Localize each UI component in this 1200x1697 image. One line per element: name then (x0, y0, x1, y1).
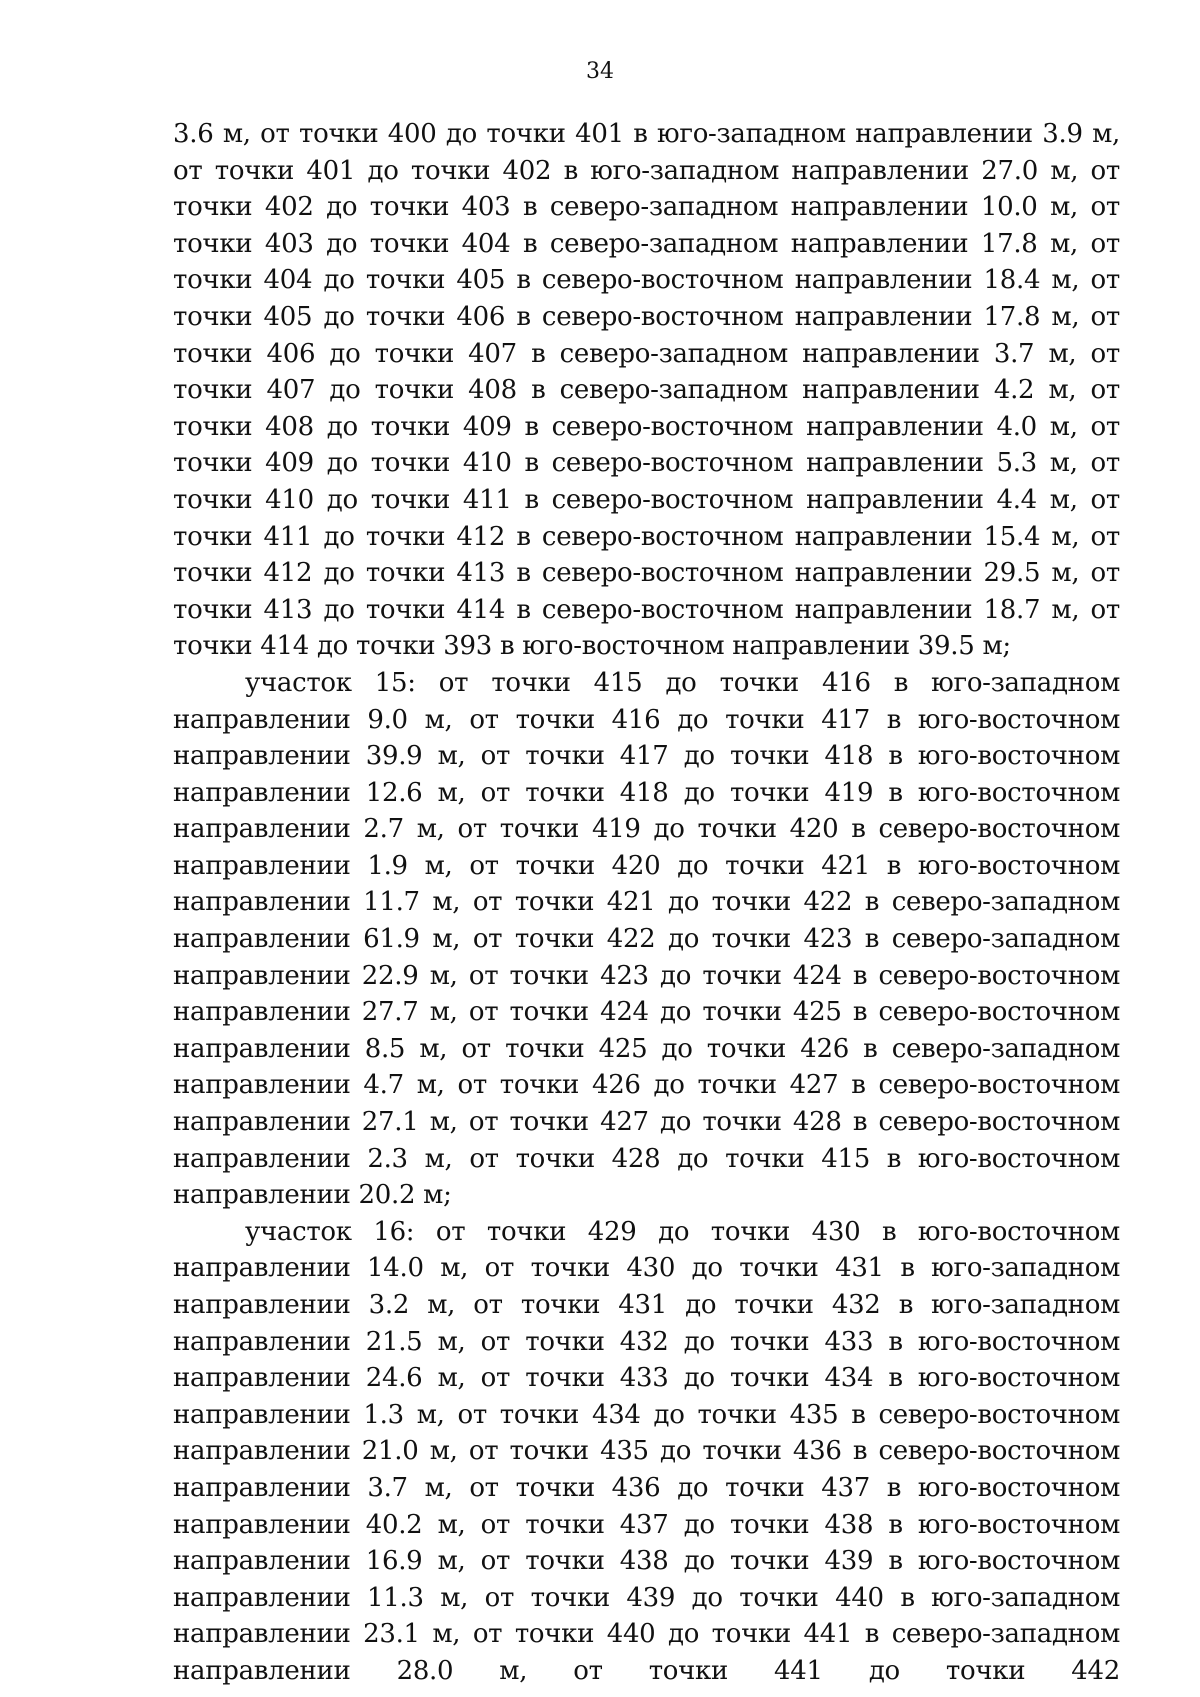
document-body (173, 116, 1120, 1690)
paragraph-plot-16: участок 16: от точки 429 до точки 430 в юго-восточном направлении 14.0 м, от точки 430 до точки 431 в юго-западном направлении 3.2 м, от точки 431 до точки 432 в юго-западном направлении 21.5 м, от точки 432 до точки 433 в юго-восточном направлении 24.6 м, от точки 433 до точки 434 в юго-восточном направлении 1.3 м, от точки 434 до точки 435 в северо-восточном направлении 21.0 м, от точки 435 до точки 436 в северо-восточном направлении 3.7 м, от точки 436 до точки 437 в юго-восточном направлении 40.2 м, от точки 437 до точки 438 в юго-восточном направлении 16.9 м, от точки 438 до точки 439 в юго-восточном направлении 11.3 м, от точки 439 до точки 440 в юго-западном направлении 23.1 м, от точки 440 до точки 441 в северо-западном направлении 28.0 м, от точки 441 до точки 442 (173, 1216, 1120, 1686)
paragraph-plot-15: участок 15: от точки 415 до точки 416 в юго-западном направлении 9.0 м, от точки 416 до точки 417 в юго-восточном направлении 39.9 м, от точки 417 до точки 418 в юго-восточном направлении 12.6 м, от точки 418 до точки 419 в юго-восточном направлении 2.7 м, от точки 419 до точки 420 в северо-восточном направлении 1.9 м, от точки 420 до точки 421 в юго-восточном направлении 11.7 м, от точки 421 до точки 422 в северо-западном направлении 61.9 м, от точки 422 до точки 423 в северо-западном направлении 22.9 м, от точки 423 до точки 424 в северо-восточном направлении 27.7 м, от точки 424 до точки 425 в северо-восточном направлении 8.5 м, от точки 425 до точки 426 в северо-западном направлении 4.7 м, от точки 426 до точки 427 в северо-восточном направлении 27.1 м, от точки 427 до точки 428 в северо-восточном направлении 2.3 м, от точки 428 до точки 415 в юго-восточном направлении 20.2 м; (173, 667, 1120, 1211)
page-number: 34 (586, 59, 614, 84)
paragraph-continuation: 3.6 м, от точки 400 до точки 401 в юго-западном направлении 3.9 м, от точки 401 до точки 402 в юго-западном направлении 27.0 м, от точки 402 до точки 403 в северо-западном направлении 10.0 м, от точки 403 до точки 404 в северо-западном направлении 17.8 м, от точки 404 до точки 405 в северо-восточном направлении 18.4 м, от точки 405 до точки 406 в северо-восточном направлении 17.8 м, от точки 406 до точки 407 в северо-западном направлении 3.7 м, от точки 407 до точки 408 в северо-западном направлении 4.2 м, от точки 408 до точки 409 в северо-восточном направлении 4.0 м, от точки 409 до точки 410 в северо-восточном направлении 5.3 м, от точки 410 до точки 411 в северо-восточном направлении 4.4 м, от точки 411 до точки 412 в северо-восточном направлении 15.4 м, от точки 412 до точки 413 в северо-восточном направлении 29.5 м, от точки 413 до точки 414 в северо-восточном направлении 18.7 м, от точки 414 до точки 393 в юго-восточном направлении 39.5 м; (173, 119, 1120, 662)
